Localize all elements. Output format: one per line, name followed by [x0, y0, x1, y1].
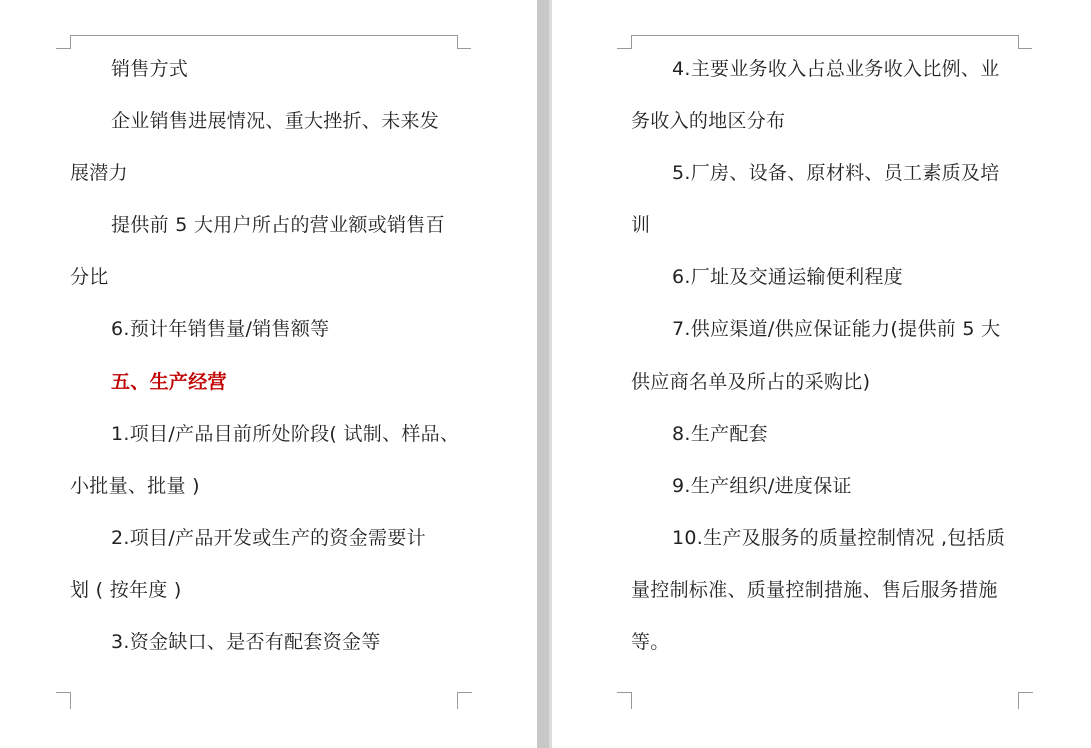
text-line: 提供前 5 大用户所占的营业额或销售百 [111, 214, 445, 236]
section-heading: 五、生产经营 [111, 371, 227, 393]
margin-corner-bottom-right [457, 692, 472, 709]
text-line: 4.主要业务收入占总业务收入比例、业 [672, 58, 1000, 80]
text-line: 9.生产组织/进度保证 [672, 475, 852, 497]
text-line: 8.生产配套 [672, 423, 768, 445]
header-margin-line [70, 35, 457, 36]
margin-corner-top-left [56, 35, 71, 49]
margin-corner-bottom-right [1018, 692, 1033, 709]
margin-corner-top-right [1018, 35, 1033, 49]
text-line: 小批量、批量 ) [70, 475, 200, 497]
margin-corner-top-left [617, 35, 632, 49]
text-line: 6.厂址及交通运输便利程度 [672, 266, 904, 288]
text-line: 2.项目/产品开发或生产的资金需要计 [111, 527, 426, 549]
text-line: 等。 [631, 631, 670, 653]
text-line: 划 ( 按年度 ) [70, 579, 182, 601]
text-line: 7.供应渠道/供应保证能力(提供前 5 大 [672, 318, 1001, 340]
header-margin-line [631, 35, 1018, 36]
text-line: 销售方式 [111, 58, 189, 80]
text-line: 1.项目/产品目前所处阶段( 试制、样品、 [111, 423, 460, 445]
text-line: 企业销售进展情况、重大挫折、未来发 [111, 110, 440, 132]
text-line: 展潜力 [70, 162, 128, 184]
margin-corner-bottom-left [617, 692, 632, 709]
margin-corner-top-left-h [617, 48, 631, 49]
text-line: 3.资金缺口、是否有配套资金等 [111, 631, 381, 653]
margin-corner-top-left-h [56, 48, 70, 49]
margin-corner-top-right-h [1018, 48, 1032, 49]
text-line: 10.生产及服务的质量控制情况 ,包括质 [672, 527, 1006, 549]
page-left[interactable] [0, 0, 537, 748]
text-line: 6.预计年销售量/销售额等 [111, 318, 330, 340]
text-line: 量控制标准、质量控制措施、售后服务措施 [631, 579, 998, 601]
text-line: 分比 [70, 266, 109, 288]
margin-corner-top-right-h [457, 48, 471, 49]
margin-corner-bottom-left [56, 692, 71, 709]
text-line: 训 [631, 214, 651, 236]
margin-corner-top-right [457, 35, 472, 49]
page-right[interactable] [552, 0, 1091, 748]
text-line: 5.厂房、设备、原材料、员工素质及培 [672, 162, 1000, 184]
text-line: 供应商名单及所占的采购比) [631, 371, 871, 393]
text-line: 务收入的地区分布 [631, 110, 786, 132]
